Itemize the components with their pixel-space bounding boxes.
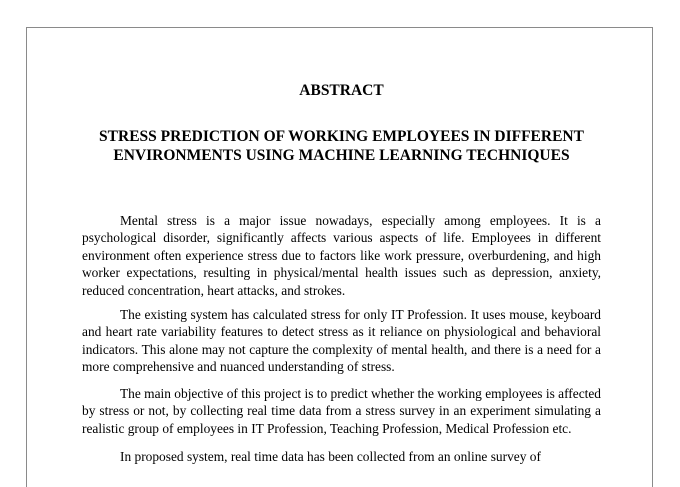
section-heading: ABSTRACT	[299, 82, 384, 99]
paper-title: STRESS PREDICTION OF WORKING EMPLOYEES IN DIFFERENT ENVIRONMENTS USING MACHINE LEARNING TECHNIQUES	[99, 128, 584, 164]
paragraph-proposed-system: In proposed system, real time data has been collected from an online survey of	[120, 449, 541, 464]
paragraph-main-objective: The main objective of this project is to predict whether the working employees is affected by stress or not, by collecting real time data from a stress survey in an experiment simulating a realistic group of employees in IT Profession, Teaching Profession, Medical Profession etc.	[82, 386, 601, 436]
document-page	[26, 27, 653, 487]
paragraph-mental-stress: Mental stress is a major issue nowadays, especially among employees. It is a psychological disorder, significantly affects various aspects of life. Employees in different environment often experience stress due to factors like work pressure, overburdening, and high worker expectations, resulting in physical/mental health issues such as depression, anxiety, reduced concentration, heart attacks, and strokes.	[82, 213, 601, 298]
paragraph-existing-system: The existing system has calculated stress for only IT Profession. It uses mouse, keyboard and heart rate variability features to detect stress as it reliance on physiological and behavioral indicators. This alone may not capture the complexity of mental health, and there is a need for a more comprehensive and nuanced understanding of stress.	[82, 307, 601, 375]
